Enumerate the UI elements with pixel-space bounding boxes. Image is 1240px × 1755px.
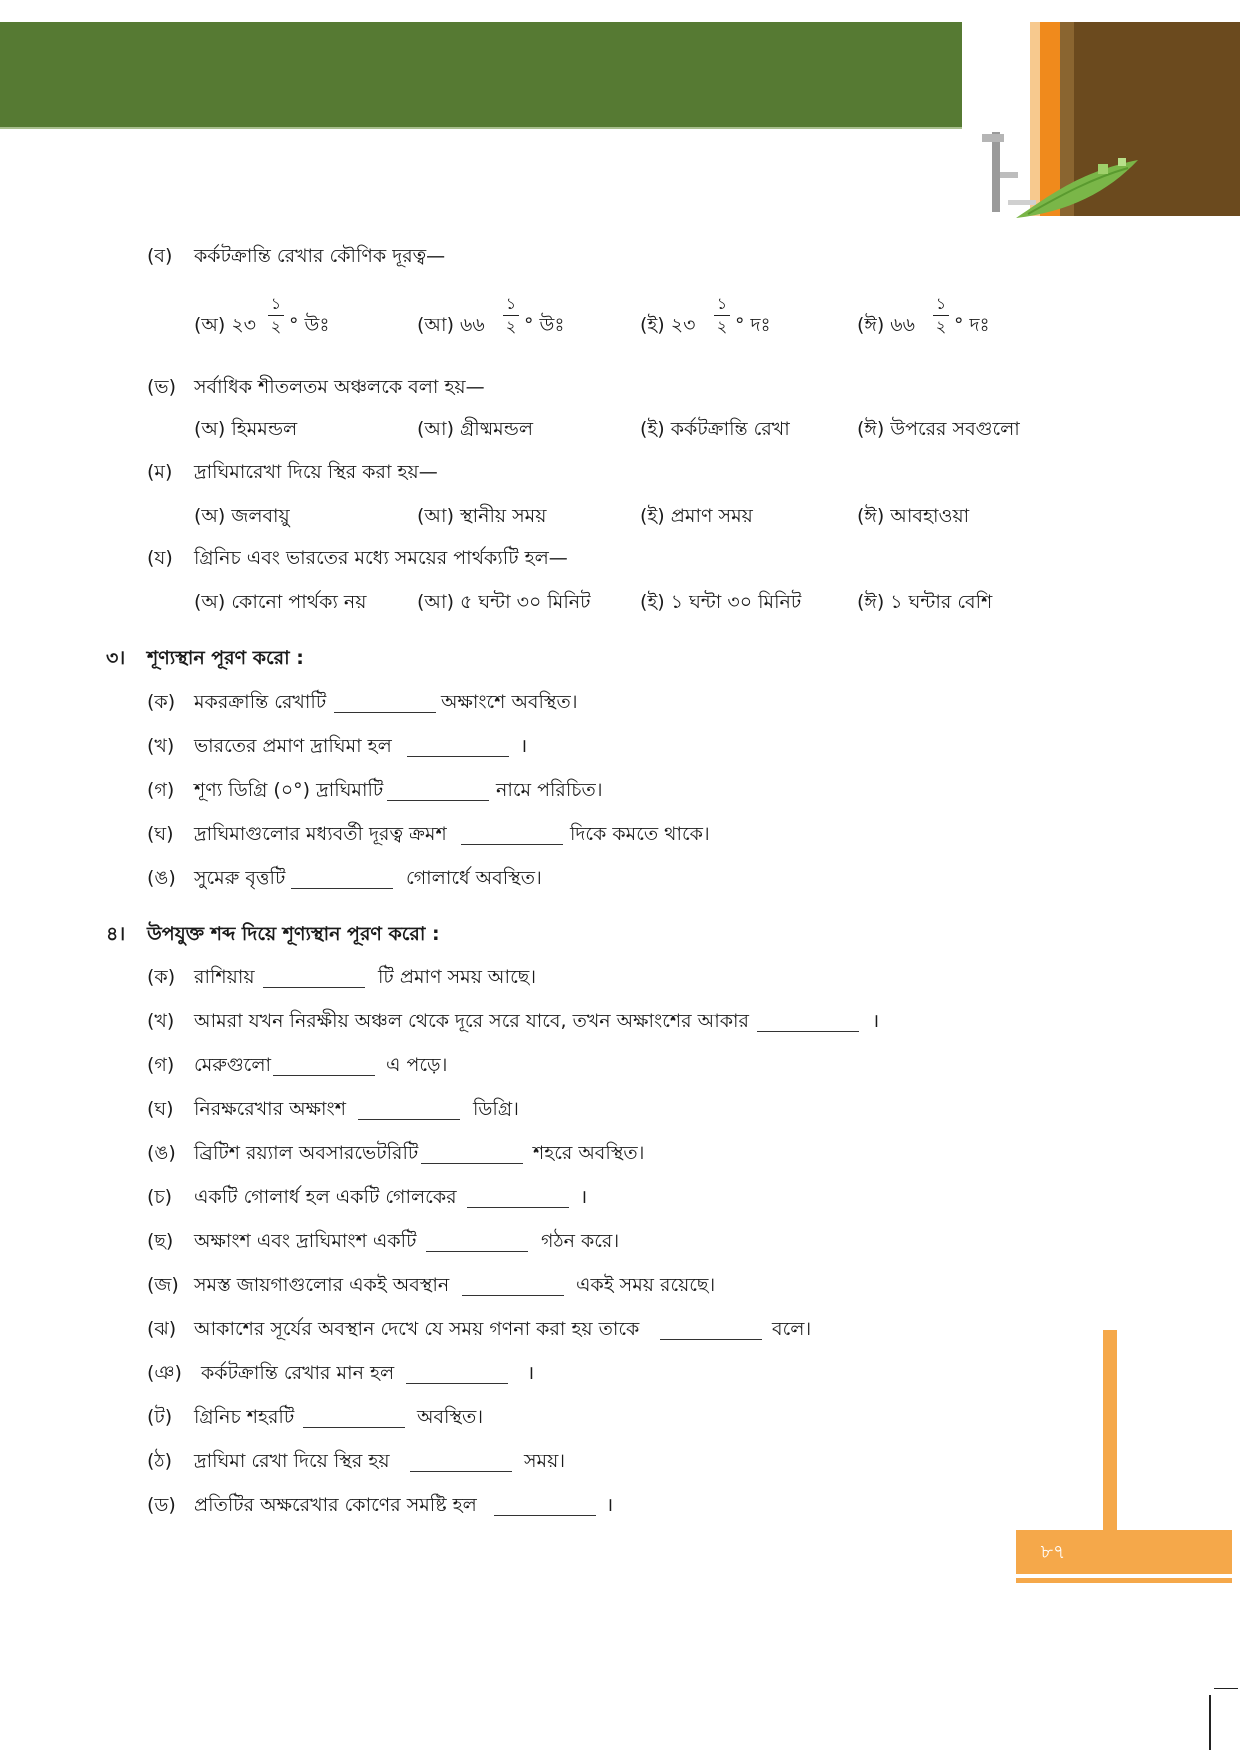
option-label: (অ) ২৩ — [194, 314, 257, 336]
item-text-before: গ্রিনিচ শহরটি — [194, 1406, 295, 1428]
item-text-before: নিরক্ষরেখার অক্ষাংশ — [194, 1098, 346, 1120]
item-tag: (ড) — [147, 1494, 176, 1516]
side-accent-bar — [1103, 1330, 1117, 1530]
item-text-before: কর্কটক্রান্তি রেখার মান হল — [201, 1362, 395, 1384]
item-text-after: একই সময় রয়েছে। — [576, 1274, 716, 1296]
item-text-before: প্রতিটির অক্ষরেখার কোণের সমষ্টি হল — [194, 1494, 477, 1516]
item-text-before: রাশিয়ায় — [194, 966, 255, 988]
question-text: গ্রিনিচ এবং ভারতের মধ্যে সময়ের পার্থক্যটি হল— — [194, 547, 568, 569]
item-text-after: দিকে কমতে থাকে। — [570, 823, 710, 845]
option-label: (আ) ৬৬ — [417, 314, 485, 336]
option-label: (ঈ) ৬৬ — [857, 314, 915, 336]
item-text-after: সময়। — [524, 1450, 566, 1472]
option-ii: (ঈ) উপরের সবগুলো — [857, 418, 1020, 440]
answer-blank[interactable] — [387, 800, 489, 801]
item-tag: (ক) — [147, 966, 176, 988]
item-text-before: আমরা যখন নিরক্ষীয় অঞ্চল থেকে দূরে সরে যাবে, তখন অক্ষাংশের আকার — [194, 1010, 749, 1032]
option-a: (অ) জলবায়ু — [194, 505, 290, 527]
question-tag: (ভ) — [147, 376, 176, 398]
item-text-after: এ পড়ে। — [386, 1054, 448, 1076]
answer-blank[interactable] — [358, 1119, 460, 1120]
item-text-before: সমস্ত জায়গাগুলোর একই অবস্থান — [194, 1274, 450, 1296]
item-tag: (ঠ) — [147, 1450, 172, 1472]
item-text-after: বলে। — [772, 1318, 812, 1340]
item-text-after: । — [606, 1494, 614, 1516]
item-text-after: শহরে অবস্থিত। — [533, 1142, 645, 1164]
half-fraction: ১ ২ — [714, 295, 730, 336]
answer-blank[interactable] — [334, 712, 436, 713]
question-tag: (য) — [147, 547, 173, 569]
item-text-after: । — [872, 1010, 880, 1032]
section-number: ৩। — [106, 647, 126, 669]
item-tag: (ঞ) — [147, 1362, 182, 1384]
item-text-after: । — [527, 1362, 535, 1384]
option-i — [640, 295, 820, 355]
item-tag: (খ) — [147, 1010, 175, 1032]
answer-blank[interactable] — [263, 987, 365, 988]
option-unit: ° দঃ — [954, 314, 990, 336]
answer-blank[interactable] — [291, 888, 393, 889]
answer-blank[interactable] — [462, 1295, 564, 1296]
section-title: শূণ্যস্থান পূরণ করো : — [147, 647, 304, 669]
item-text-before: ব্রিটিশ রয়্যাল অবসারভেটরিটি — [194, 1142, 419, 1164]
option-i: (ই) ১ ঘন্টা ৩০ মিনিট — [640, 591, 802, 613]
option-unit: ° উঃ — [289, 314, 330, 336]
item-tag: (গ) — [147, 779, 175, 801]
answer-blank[interactable] — [461, 844, 563, 845]
option-aa: (আ) ৫ ঘন্টা ৩০ মিনিট — [417, 591, 591, 613]
half-fraction: ১ ২ — [503, 295, 519, 336]
answer-blank[interactable] — [273, 1075, 375, 1076]
answer-blank[interactable] — [410, 1471, 512, 1472]
answer-blank[interactable] — [494, 1515, 596, 1516]
answer-blank[interactable] — [757, 1031, 859, 1032]
question-tag: (ম) — [147, 461, 173, 483]
option-i: (ই) প্রমাণ সময় — [640, 505, 753, 527]
item-tag: (গ) — [147, 1054, 175, 1076]
item-tag: (খ) — [147, 735, 175, 757]
option-aa: (আ) গ্রীষ্মমন্ডল — [417, 418, 534, 440]
question-text: সর্বাধিক শীতলতম অঞ্চলকে বলা হয়— — [194, 376, 485, 398]
item-tag: (জ) — [147, 1274, 179, 1296]
option-unit: ° উঃ — [524, 314, 565, 336]
answer-blank[interactable] — [426, 1251, 528, 1252]
item-tag: (ছ) — [147, 1230, 174, 1252]
section-number: ৪। — [106, 923, 126, 945]
header-band — [0, 22, 962, 127]
page-number-underline — [1016, 1578, 1232, 1583]
item-text-after: । — [520, 735, 528, 757]
item-tag: (চ) — [147, 1186, 173, 1208]
item-text-after: নামে পরিচিত। — [496, 779, 603, 801]
option-a: (অ) হিমমন্ডল — [194, 418, 298, 440]
answer-blank[interactable] — [407, 756, 509, 757]
item-tag: (ট) — [147, 1406, 173, 1428]
item-text-after: টি প্রমাণ সময় আছে। — [378, 966, 537, 988]
item-text-after: ডিগ্রি। — [473, 1098, 519, 1120]
question-text: কর্কটক্রান্তি রেখার কৌণিক দূরত্ব— — [194, 245, 446, 267]
item-text-before: একটি গোলার্ধ হল একটি গোলকের — [194, 1186, 457, 1208]
leaf-tree-icon — [968, 22, 1240, 220]
item-text-after: অক্ষাংশে অবস্থিত। — [441, 691, 578, 713]
header-underline — [0, 127, 962, 129]
item-text-before: অক্ষাংশ এবং দ্রাঘিমাংশ একটি — [194, 1230, 417, 1252]
item-text-before: দ্রাঘিমাগুলোর মধ্যবর্তী দূরত্ব ক্রমশ — [194, 823, 447, 845]
item-text-after: । — [580, 1186, 588, 1208]
item-text-before: ভারতের প্রমাণ দ্রাঘিমা হল — [194, 735, 392, 757]
section-title: উপযুক্ত শব্দ দিয়ে শূণ্যস্থান পূরণ করো : — [147, 923, 440, 945]
option-i: (ই) কর্কটক্রান্তি রেখা — [640, 418, 790, 440]
item-text-before: মকরক্রান্তি রেখাটি — [194, 691, 327, 713]
option-ii: (ঈ) ১ ঘন্টার বেশি — [857, 591, 993, 613]
question-tag: (ব) — [147, 245, 173, 267]
item-tag: (ক) — [147, 691, 176, 713]
item-text-after: গঠন করে। — [541, 1230, 620, 1252]
item-text-before: দ্রাঘিমা রেখা দিয়ে স্থির হয় — [194, 1450, 390, 1472]
crop-mark-vertical — [1209, 1695, 1211, 1750]
item-text-after: অবস্থিত। — [417, 1406, 484, 1428]
option-ii — [857, 295, 1037, 355]
item-tag: (ঙ) — [147, 867, 176, 889]
item-text-before: আকাশের সূর্যের অবস্থান দেখে যে সময় গণনা করা হয় তাকে — [194, 1318, 640, 1340]
answer-blank[interactable] — [303, 1427, 405, 1428]
answer-blank[interactable] — [467, 1207, 569, 1208]
item-tag: (ঝ) — [147, 1318, 177, 1340]
item-text-after: গোলার্ধে অবস্থিত। — [406, 867, 542, 889]
item-tag: (ঘ) — [147, 1098, 174, 1120]
item-text-before: সুমেরু বৃত্তটি — [194, 867, 286, 889]
option-unit: ° দঃ — [735, 314, 771, 336]
answer-blank[interactable] — [421, 1163, 523, 1164]
option-aa: (আ) স্থানীয় সময় — [417, 505, 547, 527]
half-fraction: ১ ২ — [268, 295, 284, 336]
item-text-before: শূণ্য ডিগ্রি (০°) দ্রাঘিমাটি — [194, 779, 384, 801]
page-number: ৮৭ — [1040, 1541, 1066, 1563]
item-tag: (ঙ) — [147, 1142, 176, 1164]
option-a: (অ) কোনো পার্থক্য নয় — [194, 591, 367, 613]
option-label: (ই) ২৩ — [640, 314, 696, 336]
item-tag: (ঘ) — [147, 823, 174, 845]
option-ii: (ঈ) আবহাওয়া — [857, 505, 970, 527]
crop-mark-horizontal — [1214, 1688, 1238, 1689]
option-aa — [417, 295, 597, 355]
item-text-before: মেরুগুলো — [194, 1054, 271, 1076]
option-a — [194, 295, 374, 355]
question-text: দ্রাঘিমারেখা দিয়ে স্থির করা হয়— — [194, 461, 438, 483]
answer-blank[interactable] — [406, 1383, 508, 1384]
half-fraction: ১ ২ — [933, 295, 949, 336]
answer-blank[interactable] — [660, 1339, 762, 1340]
